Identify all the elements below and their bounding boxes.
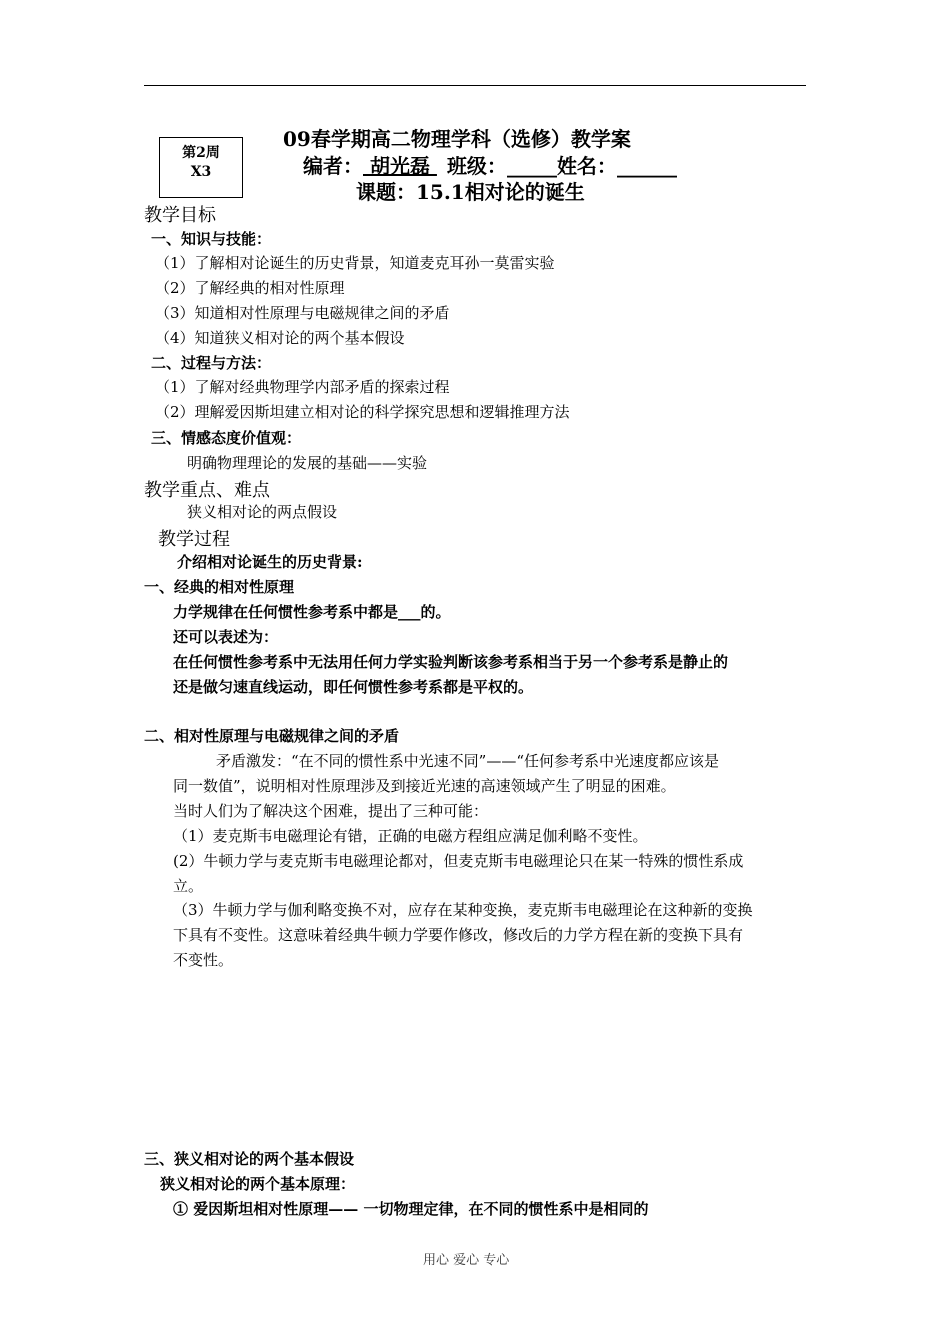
section2-line: 不变性。 <box>173 951 234 969</box>
process-method-item: （2）理解爱因斯坦建立相对论的科学探究思想和逻辑推理方法 <box>155 403 570 421</box>
section2-line: （3）牛顿力学与伽利略变换不对，应存在某种变换，麦克斯韦电磁理论在这种新的变换 <box>173 901 753 919</box>
emotion-text: 明确物理理论的发展的基础——实验 <box>187 454 428 472</box>
knowledge-item: （1）了解相对论诞生的历史背景，知道麦克耳孙一莫雷实验 <box>155 254 555 272</box>
section3-subheading: 狭义相对论的两个基本原理： <box>160 1175 356 1193</box>
section1-line: 还是做匀速直线运动，即任何惯性参考系都是平权的。 <box>173 678 534 696</box>
section2-line: 立。 <box>173 877 204 895</box>
name-blank: ______ <box>616 154 677 178</box>
focus-text: 狭义相对论的两点假设 <box>187 503 338 521</box>
class-blank: _____ <box>506 154 557 178</box>
class-label: 班级： <box>446 154 507 178</box>
editor-label: 编者： <box>303 154 363 178</box>
header-rule <box>144 85 806 86</box>
topic-line: 课题：15.1相对论的诞生 <box>356 180 585 204</box>
section3-heading: 三、狭义相对论的两个基本假设 <box>144 1150 355 1168</box>
section2-line: （1）麦克斯韦电磁理论有错，正确的电磁方程组应满足伽利略不变性。 <box>173 827 648 845</box>
name-label: 姓名： <box>556 154 617 178</box>
author-line <box>303 150 677 179</box>
week-number: 第2周 <box>182 145 220 161</box>
week-box <box>159 137 243 198</box>
document-title: 09春学期高二物理学科（选修）教学案 <box>283 127 631 151</box>
section1-line: 力学规律在任何惯性参考系中都是___的。 <box>173 603 451 621</box>
knowledge-item: （4）知道狭义相对论的两个基本假设 <box>155 329 405 347</box>
knowledge-heading: 一、知识与技能： <box>151 230 272 248</box>
page-footer: 用心 爱心 专心 <box>423 1253 510 1268</box>
section2-heading: 二、相对性原理与电磁规律之间的矛盾 <box>144 727 400 745</box>
process-method-heading: 二、过程与方法： <box>151 354 272 372</box>
section2-line: 下具有不变性。这意味着经典牛顿力学要作修改，修改后的力学方程在新的变换下具有 <box>173 926 744 944</box>
section2-line: 矛盾激发：“在不同的惯性系中光速不同”——“任何参考系中光速度都应该是 <box>216 752 720 770</box>
knowledge-item: （2）了解经典的相对性原理 <box>155 279 345 297</box>
process-intro: 介绍相对论诞生的历史背景: <box>177 553 363 571</box>
week-code: X3 <box>190 164 212 180</box>
process-heading: 教学过程 <box>158 529 230 550</box>
section1-heading: 一、经典的相对性原理 <box>144 578 295 596</box>
section1-line: 还可以表述为： <box>173 628 279 646</box>
editor-name: 胡光磊 <box>363 154 437 178</box>
focus-heading: 教学重点、难点 <box>144 480 270 501</box>
section2-line: 当时人们为了解决这个困难，提出了三种可能： <box>173 802 489 820</box>
goals-heading: 教学目标 <box>144 205 216 226</box>
process-method-item: （1）了解对经典物理学内部矛盾的探索过程 <box>155 378 450 396</box>
section1-line: 在任何惯性参考系中无法用任何力学实验判断该参考系相当于另一个参考系是静止的 <box>173 653 729 671</box>
section2-line: (2）牛顿力学与麦克斯韦电磁理论都对，但麦克斯韦电磁理论只在某一特殊的惯性系成 <box>173 852 744 870</box>
section2-line: 同一数值”，说明相对性原理涉及到接近光速的高速领域产生了明显的困难。 <box>173 777 676 795</box>
emotion-heading: 三、情感态度价值观： <box>151 429 302 447</box>
knowledge-item: （3）知道相对性原理与电磁规律之间的矛盾 <box>155 304 450 322</box>
section3-item: ① 爱因斯坦相对性原理—— 一切物理定律，在不同的惯性系中是相同的 <box>173 1200 649 1218</box>
